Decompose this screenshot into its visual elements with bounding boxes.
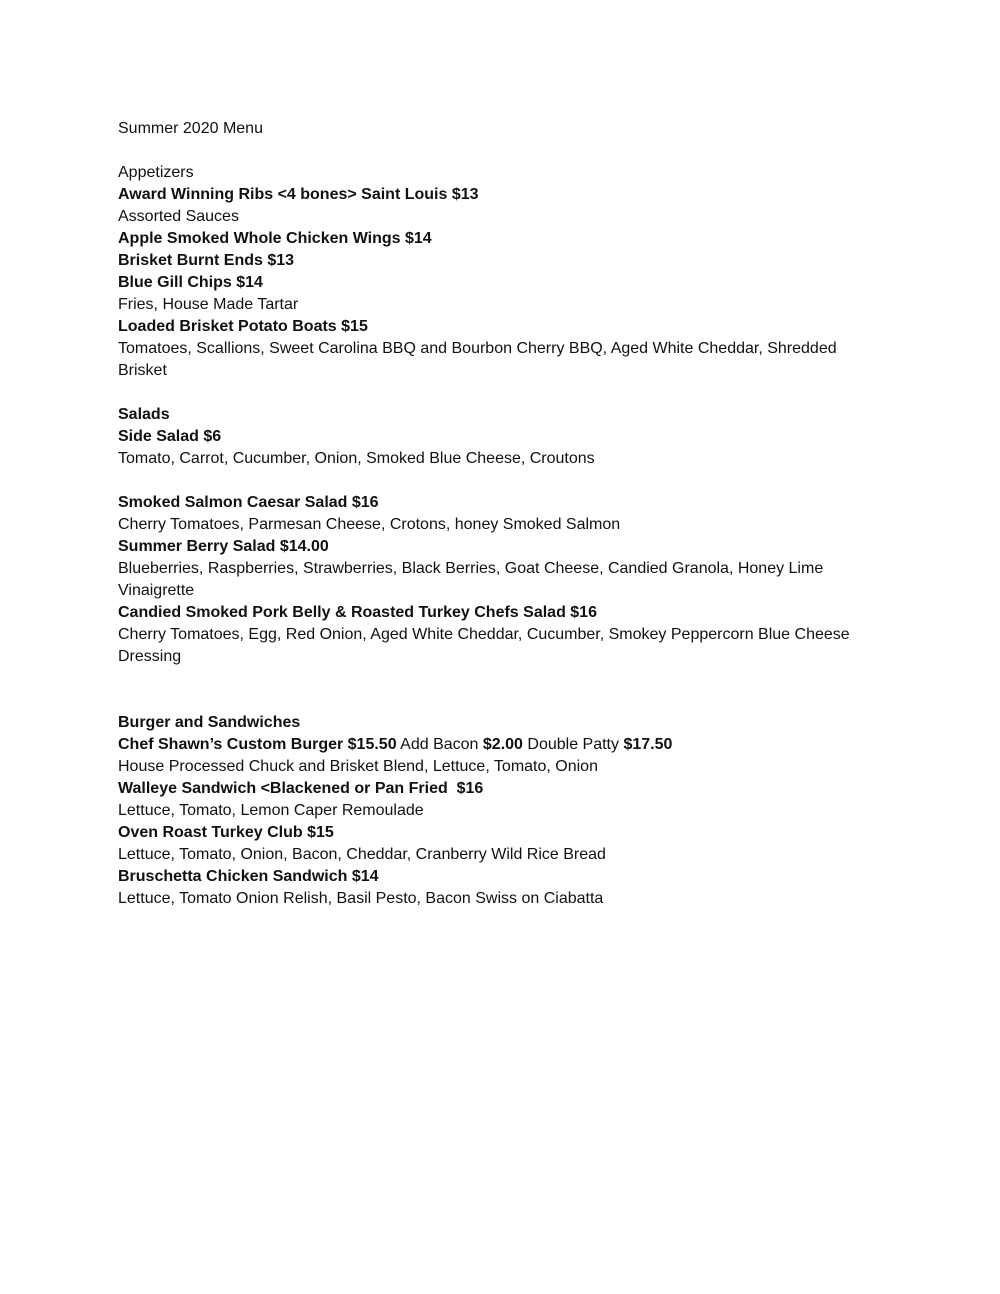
menu-item-name: Candied Smoked Pork Belly & Roasted Turkey Chefs Salad $16 [118, 604, 597, 621]
addon-label: Add Bacon [396, 736, 483, 753]
section-heading-appetizers: Appetizers [118, 164, 194, 181]
menu-item-name: Smoked Salmon Caesar Salad $16 [118, 494, 379, 511]
menu-item-name: Oven Roast Turkey Club $15 [118, 824, 334, 841]
menu-item-burger-row [118, 734, 878, 756]
menu-item-description: Lettuce, Tomato Onion Relish, Basil Pesto, Bacon Swiss on Ciabatta [118, 890, 604, 907]
menu-item-name: Apple Smoked Whole Chicken Wings $14 [118, 230, 432, 247]
menu-item-name: Brisket Burnt Ends $13 [118, 252, 295, 269]
spacer [118, 140, 878, 162]
spacer [118, 470, 878, 492]
menu-item-name: Loaded Brisket Potato Boats $15 [118, 318, 368, 335]
menu-item-description: Lettuce, Tomato, Onion, Bacon, Cheddar, Cranberry Wild Rice Bread [118, 846, 606, 863]
menu-document [118, 118, 878, 910]
menu-item-description: Tomatoes, Scallions, Sweet Carolina BBQ and Bourbon Cherry BBQ, Aged White Cheddar, Shredded Brisket [118, 340, 837, 379]
menu-item-description: Fries, House Made Tartar [118, 296, 299, 313]
menu-item-description: Cherry Tomatoes, Parmesan Cheese, Crotons, honey Smoked Salmon [118, 516, 621, 533]
double-patty-label: Double Patty [522, 736, 624, 753]
addon-price: $2.00 [482, 736, 523, 753]
menu-item-description: Tomato, Carrot, Cucumber, Onion, Smoked Blue Cheese, Croutons [118, 450, 595, 467]
section-heading-burgers: Burger and Sandwiches [118, 714, 301, 731]
menu-item-description: Assorted Sauces [118, 208, 239, 225]
menu-item-description: House Processed Chuck and Brisket Blend, Lettuce, Tomato, Onion [118, 758, 598, 775]
spacer [118, 382, 878, 404]
menu-item-description: Blueberries, Raspberries, Strawberries, Black Berries, Goat Cheese, Candied Granola, Honey Lime Vinaigrette [118, 560, 824, 599]
menu-item-name: Summer Berry Salad $14.00 [118, 538, 329, 555]
menu-item-name: Chef Shawn’s Custom Burger $15.50 [118, 736, 397, 753]
section-heading-salads: Salads [118, 406, 170, 423]
menu-item-description: Lettuce, Tomato, Lemon Caper Remoulade [118, 802, 424, 819]
menu-item-description: Cherry Tomatoes, Egg, Red Onion, Aged White Cheddar, Cucumber, Smokey Peppercorn Blue Cheese Dressing [118, 626, 850, 665]
menu-item-name: Bruschetta Chicken Sandwich $14 [118, 868, 379, 885]
menu-item-name: Blue Gill Chips $14 [118, 274, 263, 291]
menu-title: Summer 2020 Menu [118, 120, 263, 137]
spacer [118, 668, 878, 712]
menu-item-name: Side Salad $6 [118, 428, 222, 445]
menu-item-name: Walleye Sandwich <Blackened or Pan Fried $16 [118, 780, 484, 797]
double-patty-price: $17.50 [623, 736, 673, 753]
menu-item-name: Award Winning Ribs <4 bones> Saint Louis $13 [118, 186, 479, 203]
